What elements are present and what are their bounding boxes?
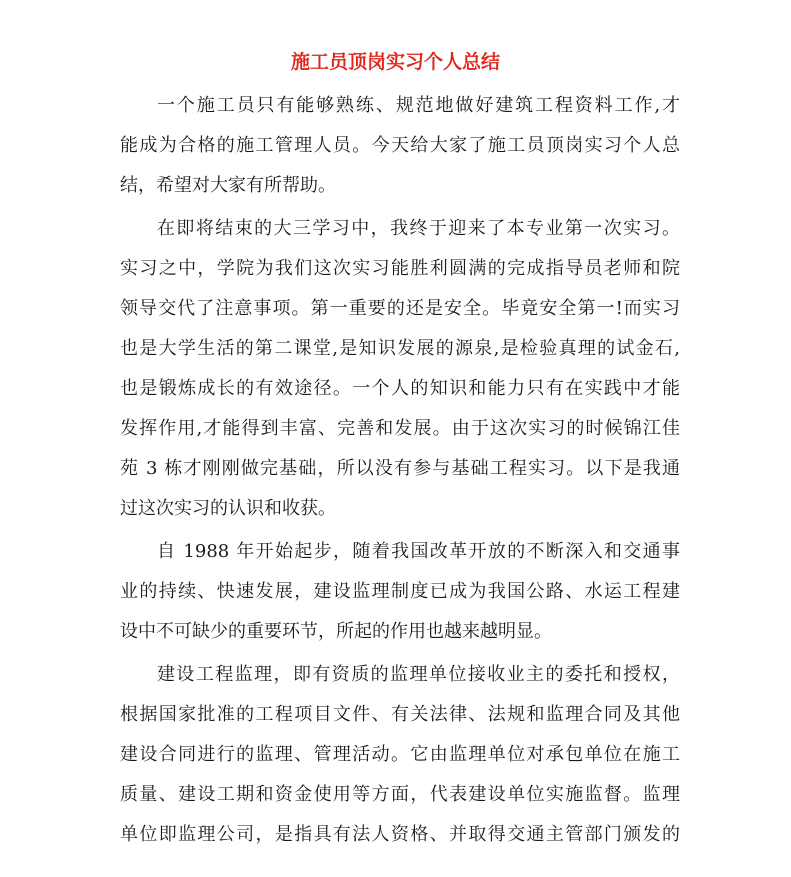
paragraph-line: 结，希望对大家有所帮助。 — [120, 175, 336, 196]
paragraph-line: 发挥作用,才能得到丰富、完善和发展。由于这次实习的时候锦江佳 — [120, 418, 680, 439]
paragraph-line: 领导交代了注意事项。第一重要的还是安全。毕竟安全第一!而实习 — [120, 298, 680, 319]
paragraph-line: 自 1988 年开始起步，随着我国改革开放的不断深入和交通事 — [157, 541, 680, 562]
paragraph-line: 根据国家批准的工程项目文件、有关法律、法规和监理合同及其他 — [120, 704, 680, 725]
paragraph-line: 实习之中，学院为我们这次实习能胜利圆满的完成指导员老师和院 — [120, 258, 680, 279]
paragraph-line: 也是锻炼成长的有效途径。一个人的知识和能力只有在实践中才能 — [120, 378, 680, 399]
paragraph-line: 设中不可缺少的重要环节，所起的作用也越来越明显。 — [120, 621, 552, 642]
paragraph-line: 一个施工员只有能够熟练、规范地做好建筑工程资料工作,才 — [157, 95, 680, 116]
paragraph-line: 质量、建设工期和资金使用等方面，代表建设单位实施监督。监理 — [120, 784, 680, 805]
paragraph-line: 单位即监理公司，是指具有法人资格、并取得交通主管部门颁发的 — [120, 824, 680, 845]
paragraph-line: 在即将结束的大三学习中，我终于迎来了本专业第一次实习。 — [157, 218, 680, 239]
paragraph-line: 过这次实习的认识和收获。 — [120, 498, 336, 519]
paragraph-line: 建设合同进行的监理、管理活动。它由监理单位对承包单位在施工 — [120, 744, 680, 765]
paragraph-line: 苑 3 栋才刚刚做完基础，所以没有参与基础工程实习。以下是我通 — [120, 458, 680, 479]
paragraph-line: 业的持续、快速发展，建设监理制度已成为我国公路、水运工程建 — [120, 581, 680, 602]
paragraph-line: 能成为合格的施工管理人员。今天给大家了施工员顶岗实习个人总 — [120, 135, 680, 156]
document-title: 施工员顶岗实习个人总结 — [290, 51, 500, 73]
paragraph-line: 建设工程监理，即有资质的监理单位接收业主的委托和授权， — [157, 664, 680, 685]
paragraph-line: 也是大学生活的第二课堂,是知识发展的源泉,是检验真理的试金石, — [120, 338, 680, 359]
